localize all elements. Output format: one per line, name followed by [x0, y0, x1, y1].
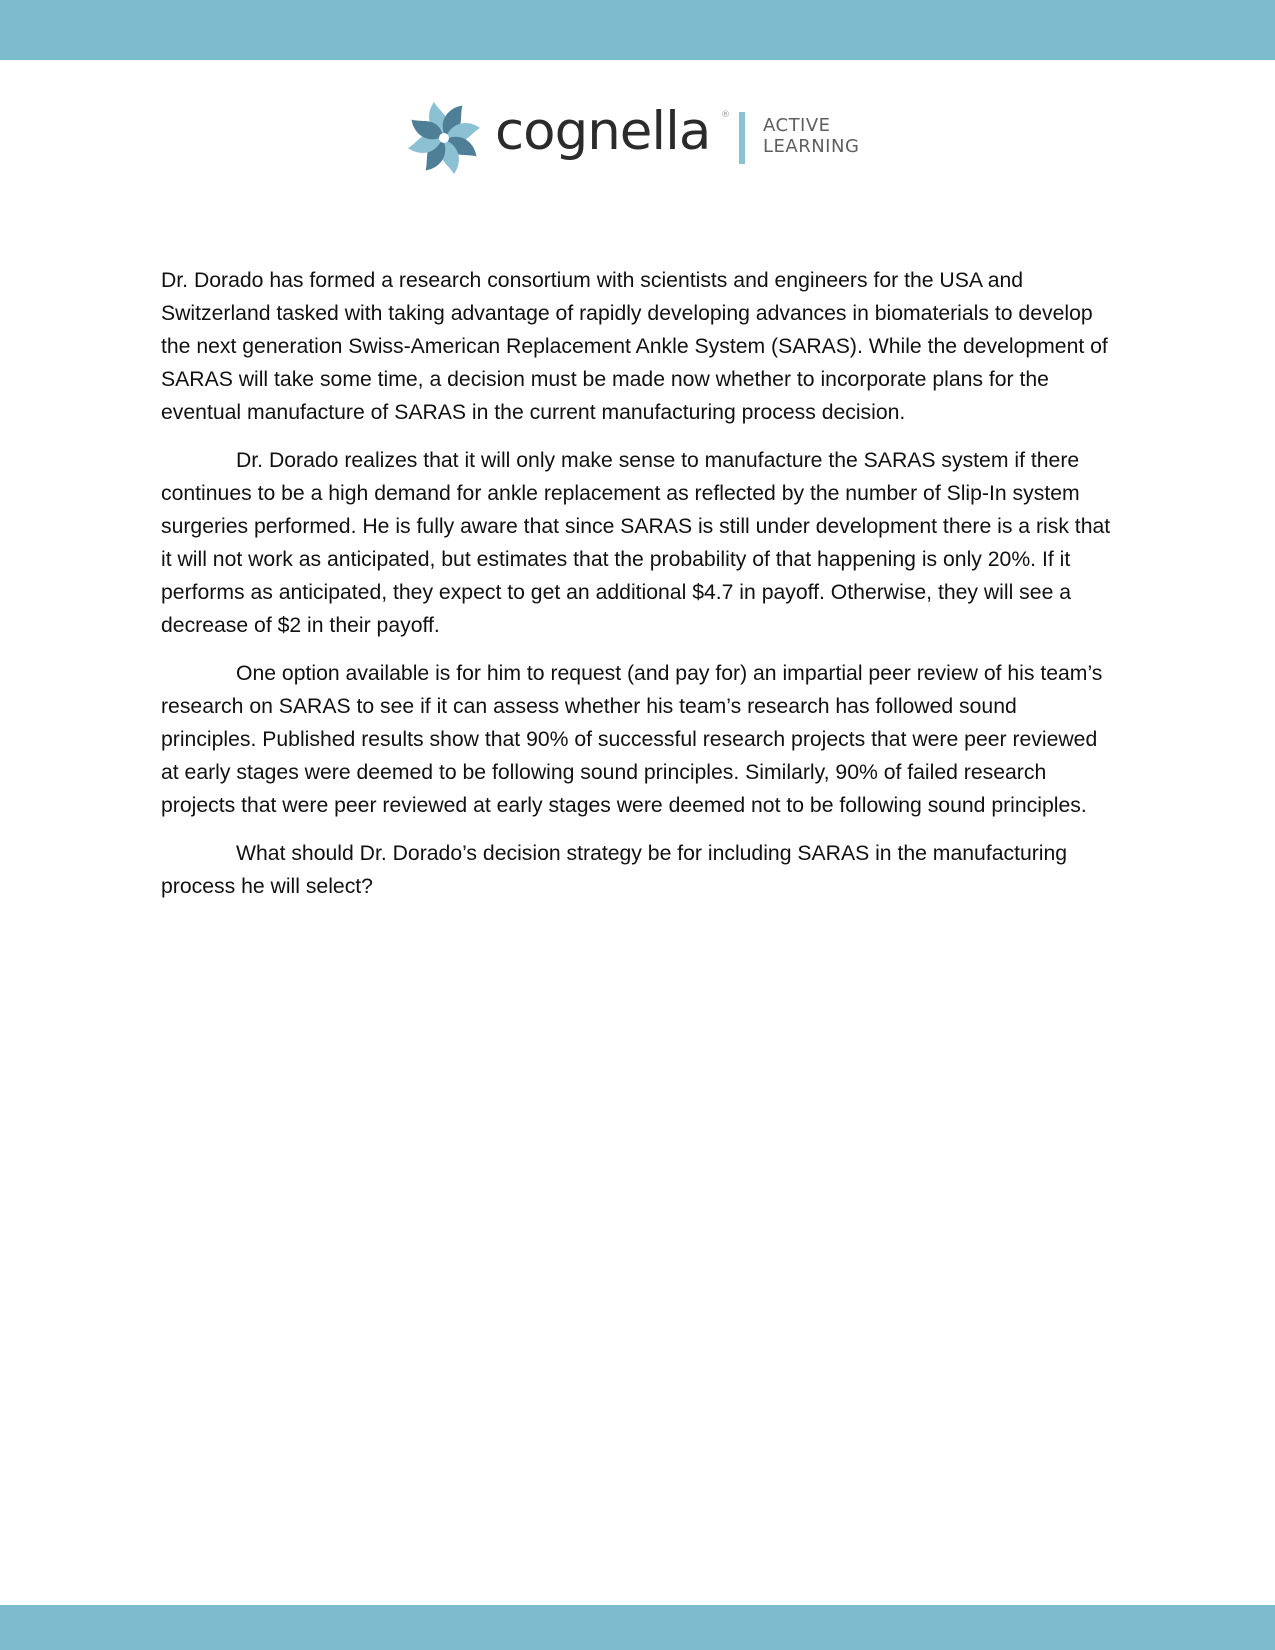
logo-tagline-line1: ACTIVE [763, 115, 831, 136]
logo-registered-mark: ® [721, 110, 730, 120]
header-band [0, 0, 1275, 60]
footer-band [0, 1605, 1275, 1650]
logo-wordmark: cognella [495, 101, 711, 162]
logo-tagline-line2: LEARNING [763, 136, 860, 157]
logo-tagline [763, 115, 859, 157]
paragraph-peer-review: One option available is for him to request (and pay for) an impartial peer review of his team’s research on SARAS to see if it can assess whether his team’s research has followed sound principles. Published results show that 90% of successful research projects that were peer reviewed at early stages were deemed to be following sound principles. Similarly, 90% of failed research projects that were peer reviewed at early stages were deemed not to be following sound principles. [161, 662, 1103, 817]
paragraph-question: What should Dr. Dorado’s decision strategy be for including SARAS in the manufacturing process he will select? [161, 842, 1068, 898]
paragraph-intro: Dr. Dorado has formed a research consortium with scientists and engineers for the USA and Switzerland tasked with taking advantage of rapidly developing advances in biomaterials to develop the next generation Swiss-American Replacement Ankle System (SARAS). While the development of SARAS will take some time, a decision must be made now whether to incorporate plans for the eventual manufacture of SARAS in the current manufacturing process decision. [161, 269, 1108, 424]
logo-divider [739, 112, 745, 164]
paragraph-risk: Dr. Dorado realizes that it will only make sense to manufacture the SARAS system if there continues to be a high demand for ankle replacement as reflected by the number of Slip-In system surgeries performed. He is fully aware that since SARAS is still under development there is a risk that it will not work as anticipated, but estimates that the probability of that happening is only 20%. If it performs as anticipated, they expect to get an additional $4.7 in payoff. Otherwise, they will see a decrease of $2 in their payoff. [161, 449, 1111, 637]
cognella-logo [402, 96, 872, 180]
document-body [161, 264, 1116, 918]
cognella-flower-icon [402, 96, 486, 180]
